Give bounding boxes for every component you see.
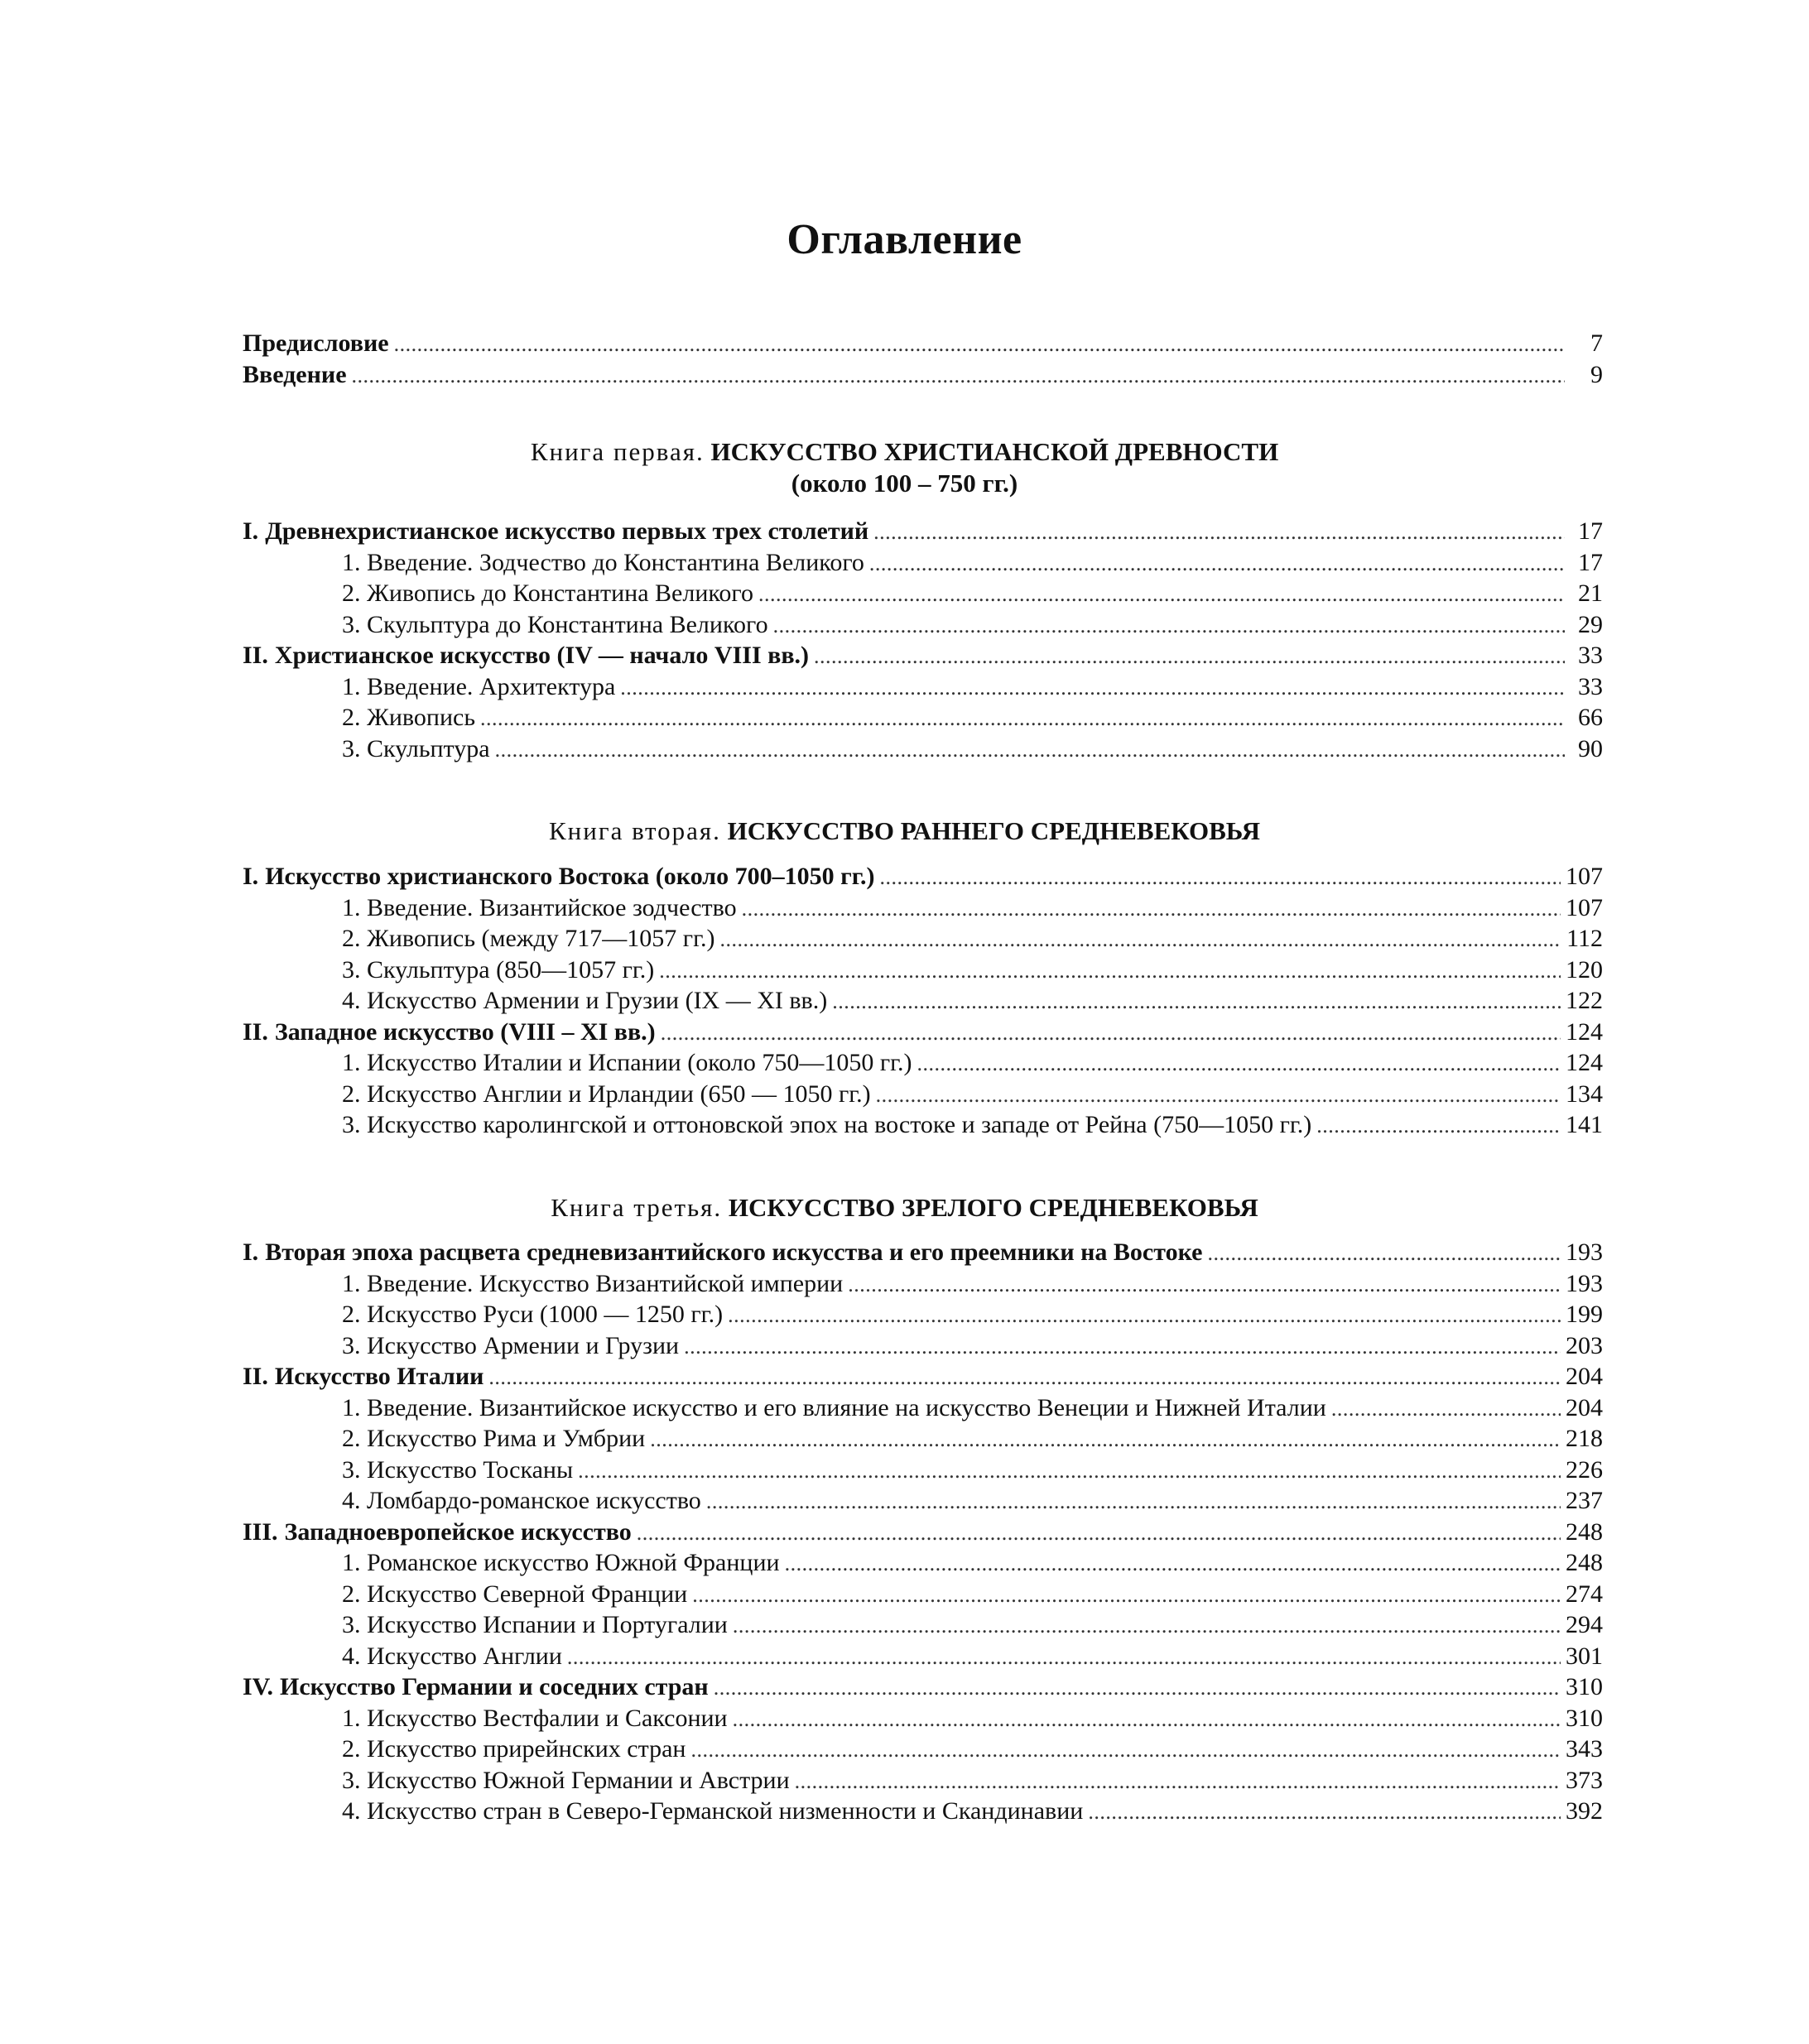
entry-page-number: 66 xyxy=(1578,704,1603,731)
entry-label: 3. Искусство Южной Германии и Австрии xyxy=(342,1766,790,1794)
toc-chapter-entry[interactable] xyxy=(243,1361,1603,1392)
toc-section-entry[interactable] xyxy=(243,985,1603,1017)
entry-label: Западное искусство (VIII – XI вв.) xyxy=(274,1017,656,1046)
entry-label: 1. Искусство Италии и Испании (около 750—1050 гг.) xyxy=(342,1049,912,1076)
entry-page-number: 120 xyxy=(1566,955,1603,984)
toc-entry-introduction[interactable] xyxy=(243,359,1603,391)
entry-page-number: 237 xyxy=(1566,1487,1603,1514)
entry-label: 2. Искусство Англии и Ирландии (650 — 1050 гг.) xyxy=(342,1080,871,1108)
entry-page-number: 9 xyxy=(1590,360,1603,388)
entry-label: 3. Искусство Испании и Португалии xyxy=(342,1611,728,1638)
dot-leader xyxy=(714,1671,1561,1704)
entry-page-number: 294 xyxy=(1566,1611,1603,1638)
toc-section-entry[interactable] xyxy=(243,1609,1603,1641)
entry-label: Западноевропейское искусство xyxy=(284,1517,632,1546)
entry-page-number: 373 xyxy=(1566,1766,1603,1794)
dot-leader xyxy=(742,892,1561,925)
book-3-entries xyxy=(243,1237,1603,1827)
dot-leader xyxy=(1316,1109,1561,1142)
dot-leader xyxy=(728,1299,1561,1331)
toc-section-entry[interactable] xyxy=(243,1047,1603,1079)
entry-label: 2. Искусство Руси (1000 — 1250 гг.) xyxy=(342,1301,724,1328)
entry-label: 2. Живопись до Константина Великого xyxy=(342,580,753,607)
entry-label: 2. Искусство Северной Франции xyxy=(342,1580,688,1608)
toc-section-entry[interactable] xyxy=(243,1765,1603,1796)
toc-section-entry[interactable] xyxy=(243,1268,1603,1300)
entry-label: Введение xyxy=(243,360,347,388)
entry-page-number: 248 xyxy=(1566,1549,1603,1576)
toc-chapter-entry[interactable] xyxy=(243,1017,1603,1048)
toc-section-entry[interactable] xyxy=(243,1734,1603,1765)
dot-leader xyxy=(785,1547,1561,1580)
dot-leader xyxy=(692,1579,1561,1611)
entry-label: Христианское искусство (IV — начало VIII вв.) xyxy=(274,642,810,669)
dot-leader xyxy=(848,1268,1561,1301)
toc-section-entry[interactable] xyxy=(243,1109,1603,1141)
toc-section-entry[interactable] xyxy=(243,1703,1603,1734)
chapter-roman-numeral: III. xyxy=(243,1517,278,1546)
entry-label: 4. Ломбардо-романское искусство xyxy=(342,1487,701,1514)
chapter-roman-numeral: II. xyxy=(243,642,268,669)
entry-page-number: 204 xyxy=(1566,1363,1603,1390)
entry-label: 1. Искусство Вестфалии и Саксонии xyxy=(342,1704,728,1732)
book-1-entries xyxy=(243,516,1603,764)
toc-chapter-entry[interactable] xyxy=(243,1671,1603,1703)
dot-leader xyxy=(873,516,1565,548)
entry-label: 3. Скульптура (850—1057 гг.) xyxy=(342,955,655,984)
toc-section-entry[interactable] xyxy=(243,547,1603,579)
toc-chapter-entry[interactable] xyxy=(243,640,1603,671)
dot-leader xyxy=(661,1017,1561,1049)
entry-page-number: 248 xyxy=(1566,1517,1603,1546)
dot-leader xyxy=(814,640,1565,672)
toc-chapter-entry[interactable] xyxy=(243,1237,1603,1268)
entry-label: Искусство Италии xyxy=(274,1363,484,1390)
entry-label: 3. Искусство Армении и Грузии xyxy=(342,1331,680,1359)
entry-page-number: 193 xyxy=(1566,1238,1603,1266)
entry-page-number: 124 xyxy=(1566,1049,1603,1076)
book-2-entries xyxy=(243,861,1603,1141)
entry-page-number: 33 xyxy=(1578,672,1603,700)
dot-leader xyxy=(659,955,1561,987)
dot-leader xyxy=(879,861,1561,893)
entry-label: 1. Романское искусство Южной Франции xyxy=(342,1549,780,1576)
toc-section-entry[interactable] xyxy=(243,1423,1603,1455)
entry-page-number: 274 xyxy=(1566,1580,1603,1608)
entry-label: 1. Введение. Византийское зодчество xyxy=(342,893,737,921)
entry-page-number: 33 xyxy=(1578,642,1603,669)
entry-page-number: 107 xyxy=(1566,863,1603,890)
dot-leader xyxy=(620,671,1565,704)
book-number: Книга первая. xyxy=(530,437,705,466)
entry-page-number: 218 xyxy=(1566,1425,1603,1452)
toc-section-entry[interactable] xyxy=(243,1392,1603,1424)
book-number: Книга третья. xyxy=(551,1193,723,1222)
dot-leader xyxy=(394,328,1565,360)
entry-label: 3. Искусство каролингской и оттоновской эпох на востоке и западе от Рейна (750—1050 гг.) xyxy=(342,1111,1312,1138)
entry-label: 3. Скульптура до Константина Великого xyxy=(342,610,768,638)
entry-page-number: 301 xyxy=(1566,1642,1603,1670)
toc-section-entry[interactable] xyxy=(243,1641,1603,1672)
toc-section-entry[interactable] xyxy=(243,1079,1603,1110)
entry-page-number: 7 xyxy=(1590,329,1603,357)
entry-page-number: 17 xyxy=(1578,548,1603,576)
book-heading-1 xyxy=(0,436,1809,499)
dot-leader xyxy=(733,1703,1561,1735)
entry-label: 3. Скульптура xyxy=(342,734,490,762)
dot-leader xyxy=(578,1455,1561,1487)
dot-leader xyxy=(352,359,1565,392)
entry-label: 1. Введение. Зодчество до Константина Великого xyxy=(342,548,864,576)
dot-leader xyxy=(832,985,1561,1017)
toc-chapter-entry[interactable] xyxy=(243,516,1603,547)
toc-section-entry[interactable] xyxy=(243,733,1603,765)
entry-page-number: 134 xyxy=(1566,1080,1603,1108)
entry-page-number: 199 xyxy=(1566,1301,1603,1328)
entry-page-number: 122 xyxy=(1566,987,1603,1014)
dot-leader xyxy=(773,609,1565,642)
entry-label: Предисловие xyxy=(243,329,389,357)
dot-leader xyxy=(480,702,1565,734)
entry-label: Древнехристианское искусство первых трех столетий xyxy=(265,517,869,545)
toc-section-entry[interactable] xyxy=(243,671,1603,703)
entry-label: 1. Введение. Искусство Византийской империи xyxy=(342,1269,844,1297)
book-title: ИСКУССТВО ХРИСТИАНСКОЙ ДРЕВНОСТИ xyxy=(710,437,1279,466)
dot-leader xyxy=(567,1641,1561,1673)
entry-page-number: 21 xyxy=(1578,580,1603,607)
entry-page-number: 310 xyxy=(1566,1673,1603,1700)
book-title: ИСКУССТВО РАННЕГО СРЕДНЕВЕКОВЬЯ xyxy=(727,816,1260,845)
dot-leader xyxy=(1207,1237,1561,1269)
dot-leader xyxy=(1088,1796,1561,1828)
toc-section-entry[interactable] xyxy=(243,609,1603,641)
chapter-roman-numeral: I. xyxy=(243,863,259,890)
entry-label: Искусство христианского Востока (около 700–1050 гг.) xyxy=(265,863,875,890)
toc-section-entry[interactable] xyxy=(243,1579,1603,1610)
entry-label: 4. Искусство стран в Северо-Германской низменности и Скандинавии xyxy=(342,1797,1084,1825)
dot-leader xyxy=(684,1330,1561,1363)
entry-page-number: 204 xyxy=(1566,1393,1603,1421)
dot-leader xyxy=(876,1079,1561,1111)
book-heading-2 xyxy=(0,815,1809,847)
book-number: Книга вторая. xyxy=(549,816,721,845)
page-title: Оглавление xyxy=(787,215,1022,263)
toc-section-entry[interactable] xyxy=(243,1485,1603,1517)
dot-leader xyxy=(720,923,1562,955)
chapter-roman-numeral: IV. xyxy=(243,1673,273,1700)
toc-section-entry[interactable] xyxy=(243,1796,1603,1827)
front-matter-list xyxy=(243,328,1603,390)
entry-label: 2. Живопись xyxy=(342,704,476,731)
toc-section-entry[interactable] xyxy=(243,1330,1603,1362)
dot-leader xyxy=(1331,1392,1561,1425)
book-title: ИСКУССТВО ЗРЕЛОГО СРЕДНЕВЕКОВЬЯ xyxy=(728,1193,1258,1222)
entry-label: 1. Введение. Византийское искусство и его влияние на искусство Венеции и Нижней Италии xyxy=(342,1393,1326,1421)
dot-leader xyxy=(706,1485,1561,1517)
entry-page-number: 29 xyxy=(1578,610,1603,638)
dot-leader xyxy=(488,1361,1561,1393)
toc-chapter-entry[interactable] xyxy=(243,861,1603,892)
entry-page-number: 90 xyxy=(1578,734,1603,762)
toc-section-entry[interactable] xyxy=(243,892,1603,924)
dot-leader xyxy=(495,733,1565,766)
entry-page-number: 107 xyxy=(1566,893,1603,921)
dot-leader xyxy=(869,547,1565,580)
entry-label: Искусство Германии и соседних стран xyxy=(279,1673,709,1700)
entry-label: 1. Введение. Архитектура xyxy=(342,672,616,700)
book-heading-3 xyxy=(0,1192,1809,1224)
entry-label: 2. Искусство Рима и Умбрии xyxy=(342,1425,646,1452)
dot-leader xyxy=(690,1734,1561,1766)
entry-page-number: 310 xyxy=(1566,1704,1603,1732)
toc-entry-preface[interactable] xyxy=(243,328,1603,359)
entry-label: Вторая эпоха расцвета средневизантийского искусства и его преемники на Востоке xyxy=(265,1238,1203,1266)
entry-page-number: 203 xyxy=(1566,1331,1603,1359)
dot-leader xyxy=(917,1047,1561,1080)
chapter-roman-numeral: II. xyxy=(243,1017,268,1046)
toc-section-entry[interactable] xyxy=(243,578,1603,609)
entry-page-number: 141 xyxy=(1566,1111,1603,1138)
toc-section-entry[interactable] xyxy=(243,1547,1603,1579)
dot-leader xyxy=(795,1765,1561,1797)
toc-section-entry[interactable] xyxy=(243,1455,1603,1486)
chapter-roman-numeral: I. xyxy=(243,517,259,545)
chapter-roman-numeral: I. xyxy=(243,1238,259,1266)
entry-page-number: 112 xyxy=(1566,925,1603,952)
entry-label: 2. Искусство прирейнских стран xyxy=(342,1735,686,1763)
toc-chapter-entry[interactable] xyxy=(243,1517,1603,1548)
toc-section-entry[interactable] xyxy=(243,702,1603,733)
entry-label: 3. Искусство Тосканы xyxy=(342,1455,574,1484)
entry-page-number: 392 xyxy=(1566,1797,1603,1825)
dot-leader xyxy=(733,1609,1561,1642)
dot-leader xyxy=(637,1517,1561,1549)
book-period: (около 100 – 750 гг.) xyxy=(791,469,1018,498)
entry-page-number: 124 xyxy=(1566,1017,1603,1046)
entry-page-number: 226 xyxy=(1566,1455,1603,1484)
entry-label: 2. Живопись (между 717—1057 гг.) xyxy=(342,925,715,952)
toc-section-entry[interactable] xyxy=(243,955,1603,986)
chapter-roman-numeral: II. xyxy=(243,1363,268,1390)
entry-page-number: 343 xyxy=(1566,1735,1603,1763)
entry-label: 4. Искусство Армении и Грузии (IX — XI вв.) xyxy=(342,987,828,1014)
entry-page-number: 193 xyxy=(1566,1269,1603,1297)
toc-section-entry[interactable] xyxy=(243,923,1603,955)
entry-label: 4. Искусство Англии xyxy=(342,1642,562,1670)
toc-section-entry[interactable] xyxy=(243,1299,1603,1330)
dot-leader xyxy=(650,1423,1561,1455)
dot-leader xyxy=(758,578,1565,610)
entry-page-number: 17 xyxy=(1578,517,1603,545)
